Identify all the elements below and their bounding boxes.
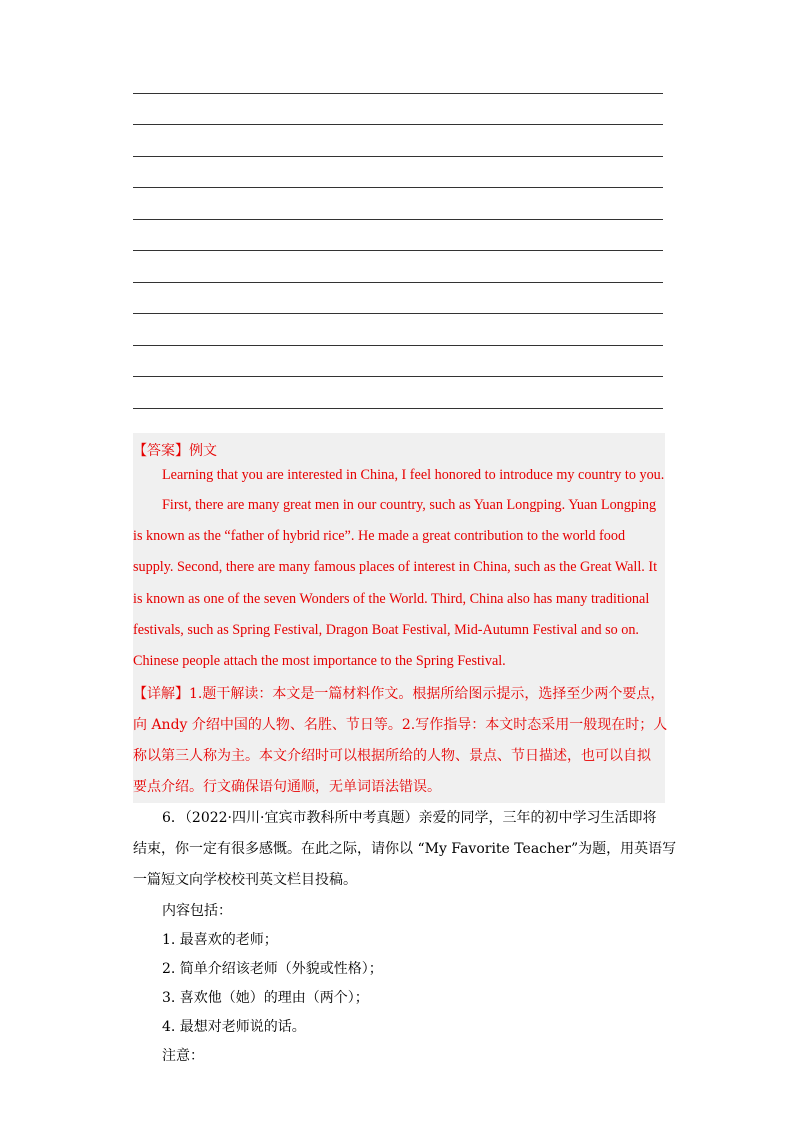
question-line: 6．（2022·四川·宜宾市教科所中考真题）亲爱的同学，三年的初中学习生活即将 (162, 810, 657, 826)
detail-line: 要点介绍。行文确保语句通顺，无单词语法错误。 (133, 779, 441, 795)
writing-line (133, 377, 663, 409)
writing-line (133, 346, 663, 378)
writing-line (133, 62, 663, 94)
content-label: 内容包括： (162, 903, 232, 919)
question-line: 结束，你一定有很多感慨。在此之际，请你以 “My Favorite Teacher”为题，用英语写 (133, 841, 677, 857)
note-label: 注意： (162, 1048, 204, 1064)
writing-line (133, 125, 663, 157)
writing-line (133, 314, 663, 346)
answer-line: Chinese people attach the most importance to the Spring Festival. (133, 653, 506, 669)
writing-line (133, 251, 663, 283)
writing-line (133, 94, 663, 126)
question-line: 一篇短文向学校校刊英文栏目投稿。 (133, 872, 357, 888)
answer-tag: 【答案】 (133, 443, 189, 459)
answer-line: Learning that you are interested in China, I feel honored to introduce my country to you. (162, 467, 665, 483)
writing-line (133, 157, 663, 189)
detail-line: 【详解】1.题干解读：本文是一篇材料作文。根据所给图示提示，选择至少两个要点， (133, 686, 665, 702)
question-source: （2022·四川·宜宾市教科所中考真题） (184, 810, 419, 826)
content-item: 3. 喜欢他（她）的理由（两个）； (162, 990, 369, 1006)
answer-heading (133, 440, 217, 460)
answer-line: is known as one of the seven Wonders of the World. Third, China also has many traditional (133, 591, 650, 607)
answer-line: First, there are many great men in our country, such as Yuan Longping. Yuan Longping (162, 497, 657, 513)
content-item: 2. 简单介绍该老师（外貌或性格）； (162, 961, 383, 977)
content-item: 1. 最喜欢的老师； (162, 932, 278, 948)
writing-line (133, 220, 663, 252)
detail-tag: 【详解】 (133, 686, 189, 702)
answer-line: festivals, such as Spring Festival, Dragon Boat Festival, Mid-Autumn Festival and so on. (133, 622, 639, 638)
content-item: 4. 最想对老师说的话。 (162, 1019, 306, 1035)
writing-line (133, 283, 663, 315)
answer-tag-suffix: 例文 (189, 443, 217, 459)
question-number: 6． (162, 810, 185, 826)
detail-line: 称以第三人称为主。本文介绍时可以根据所给的人物、景点、节日描述，也可以自拟 (133, 748, 651, 764)
writing-lines (133, 62, 663, 440)
answer-line: is known as the “father of hybrid rice”. He made a great contribution to the world food (133, 528, 626, 544)
answer-line: supply. Second, there are many famous places of interest in China, such as the Great Wall. It (133, 559, 658, 575)
detail-line: 向 Andy 介绍中国的人物、名胜、节日等。2.写作指导：本文时态采用一般现在时；人 (133, 717, 668, 733)
writing-line (133, 188, 663, 220)
